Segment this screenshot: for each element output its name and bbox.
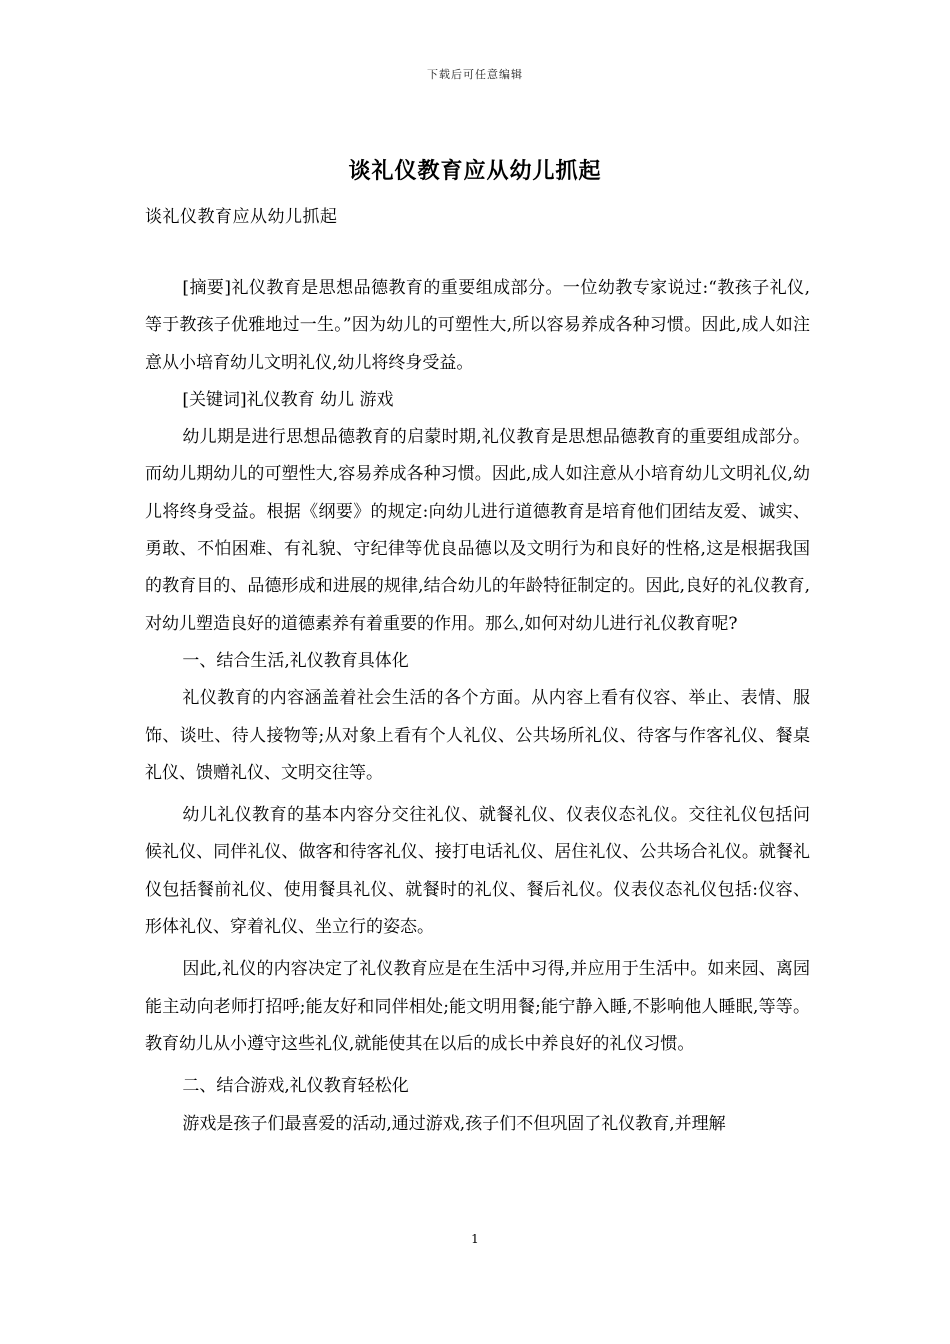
intro-paragraph: 幼儿期是进行思想品德教育的启蒙时期,礼仪教育是思想品德教育的重要组成部分。而幼儿期幼儿的可塑性大,容易养成各种习惯。因此,成人如注意从小培育幼儿文明礼仪,幼儿将终身受益。根据《纲要》的规定:向幼儿进行道德教育是培育他们团结友爱、诚实、勇敢、不怕困难、有礼貌、守纪律等优良品德以及文明行为和良好的性格,这是根据我国的教育目的、品德形成和进展的规律,结合幼儿的年龄特征制定的。因此,良好的礼仪教育,对幼儿塑造良好的道德素养有着重要的作用。那么,如何对幼儿进行礼仪教育呢? <box>145 427 810 634</box>
document-body <box>145 270 810 1143</box>
section-heading-1: 一、结合生活,礼仪教育具体化 <box>182 650 409 671</box>
abstract-paragraph: [摘要]礼仪教育是思想品德教育的重要组成部分。一位幼教专家说过:“教孩子礼仪,等于教孩子优雅地过一生。”因为幼儿的可塑性大,所以容易养成各种习惯。因此,成人如注意从小培育幼儿文明礼仪,幼儿将终身受益。 <box>145 278 810 373</box>
section-1-paragraph-3: 因此,礼仪的内容决定了礼仪教育应是在生活中习得,并应用于生活中。如来园、离园能主动向老师打招呼;能友好和同伴相处;能文明用餐;能宁静入睡,不影响他人睡眠,等等。教育幼儿从小遵守这些礼仪,就能使其在以后的成长中养良好的礼仪习惯。 <box>145 959 810 1054</box>
section-1-paragraph-2: 幼儿礼仪教育的基本内容分交往礼仪、就餐礼仪、仪表仪态礼仪。交往礼仪包括问候礼仪、同伴礼仪、做客和待客礼仪、接打电话礼仪、居住礼仪、公共场合礼仪。就餐礼仪包括餐前礼仪、使用餐具礼仪、就餐时的礼仪、餐后礼仪。仪表仪态礼仪包括:仪容、形体礼仪、穿着礼仪、坐立行的姿态。 <box>145 805 810 938</box>
document-title: 谈礼仪教育应从幼儿抓起 <box>348 158 602 184</box>
keywords-paragraph: [关键词]礼仪教育 幼儿 游戏 <box>182 389 394 410</box>
page-number: 1 <box>471 1232 479 1246</box>
section-heading-2: 二、结合游戏,礼仪教育轻松化 <box>182 1076 409 1097</box>
section-2-paragraph-1: 游戏是孩子们最喜爱的活动,通过游戏,孩子们不但巩固了礼仪教育,并理解 <box>182 1113 726 1134</box>
header-note: 下载后可任意编辑 <box>427 68 523 81</box>
document-subtitle: 谈礼仪教育应从幼儿抓起 <box>145 207 338 227</box>
section-1-paragraph-1: 礼仪教育的内容涵盖着社会生活的各个方面。从内容上看有仪容、举止、表情、服饰、谈吐、待人接物等;从对象上看有个人礼仪、公共场所礼仪、待客与作客礼仪、餐桌礼仪、馈赠礼仪、文明交往等。 <box>145 688 810 783</box>
